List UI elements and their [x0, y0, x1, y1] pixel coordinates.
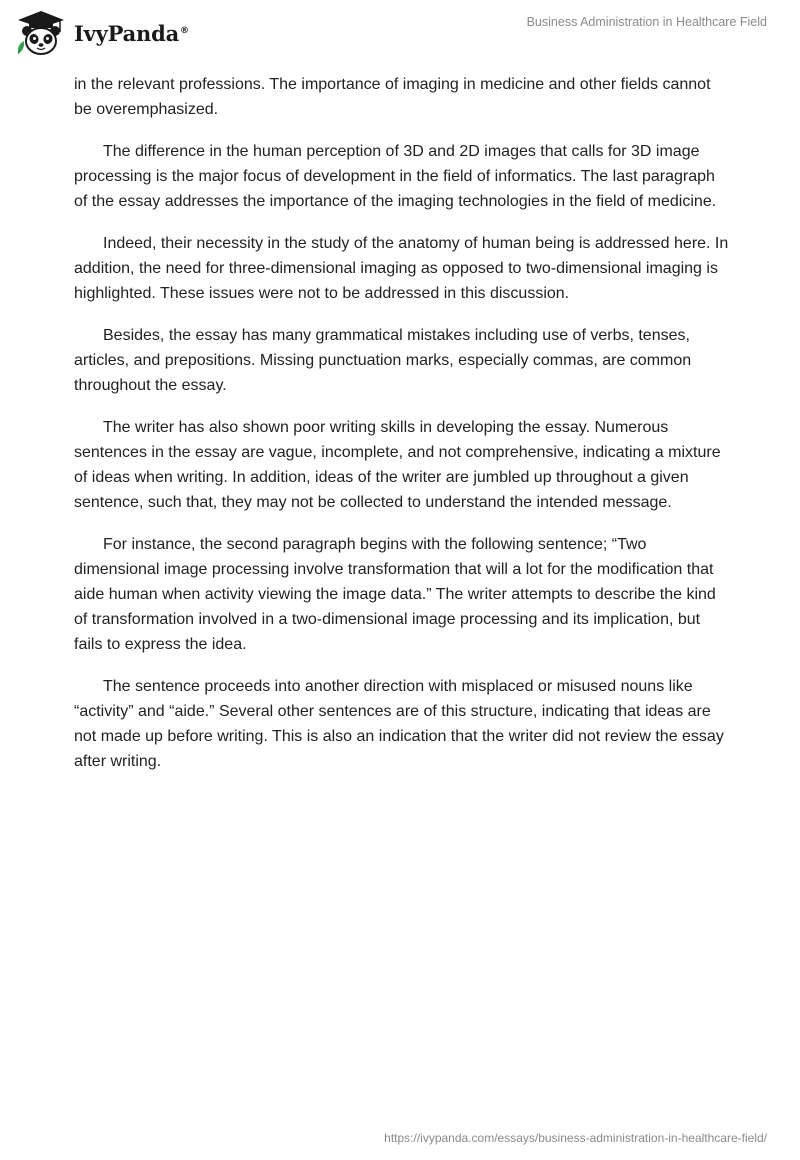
essay-body	[74, 72, 729, 791]
ivypanda-logo[interactable]	[14, 8, 189, 58]
paragraph-4: Besides, the essay has many grammatical mistakes including use of verbs, tenses, articles, and prepositions. Missing punctuation marks, especially commas, are common throughout the essay.	[74, 327, 692, 394]
paragraph-1: in the relevant professions. The importance of imaging in medicine and other fields cannot be overemphasized.	[74, 76, 711, 118]
paragraph-7: The sentence proceeds into another direction with misplaced or misused nouns like “activity” and “aide.” Several other sentences are of this structure, indicating that ideas are not made up before writing. This is also an indication that the writer did not review the essay after writing.	[74, 678, 724, 770]
paragraph-5: The writer has also shown poor writing skills in developing the essay. Numerous sentences in the essay are vague, incomplete, and not comprehensive, indicating a mixture of ideas when writing. In addition, ideas of the writer are jumbled up throughout a given sentence, such that, they may not be collected to understand the intended message.	[74, 419, 721, 511]
registered-mark: ®	[180, 25, 189, 36]
paragraph-3: Indeed, their necessity in the study of the anatomy of human being is addressed here. In addition, the need for three-dimensional imaging as opposed to two-dimensional imaging is highlighted. These issues were not to be addressed in this discussion.	[74, 235, 729, 302]
paragraph-6: For instance, the second paragraph begins with the following sentence; “Two dimensional image processing involve transformation that will a lot for the modification that aide human when activity viewing the image data.” The writer attempts to describe the kind of transformation involved in a two-dimensional image processing and its implication, but fails to express the idea.	[74, 536, 716, 653]
document-title: Business Administration in Healthcare Field	[526, 15, 767, 29]
panda-graduate-icon	[14, 8, 68, 58]
source-url-link[interactable]: https://ivypanda.com/essays/business-administration-in-healthcare-field/	[384, 1131, 767, 1145]
paragraph-2: The difference in the human perception of 3D and 2D images that calls for 3D image processing is the major focus of development in the field of informatics. The last paragraph of the essay addresses the importance of the imaging technologies in the field of medicine.	[74, 143, 717, 210]
logo-wordmark	[74, 21, 189, 46]
page-header	[0, 0, 800, 70]
logo-name: IvyPanda	[74, 20, 180, 46]
